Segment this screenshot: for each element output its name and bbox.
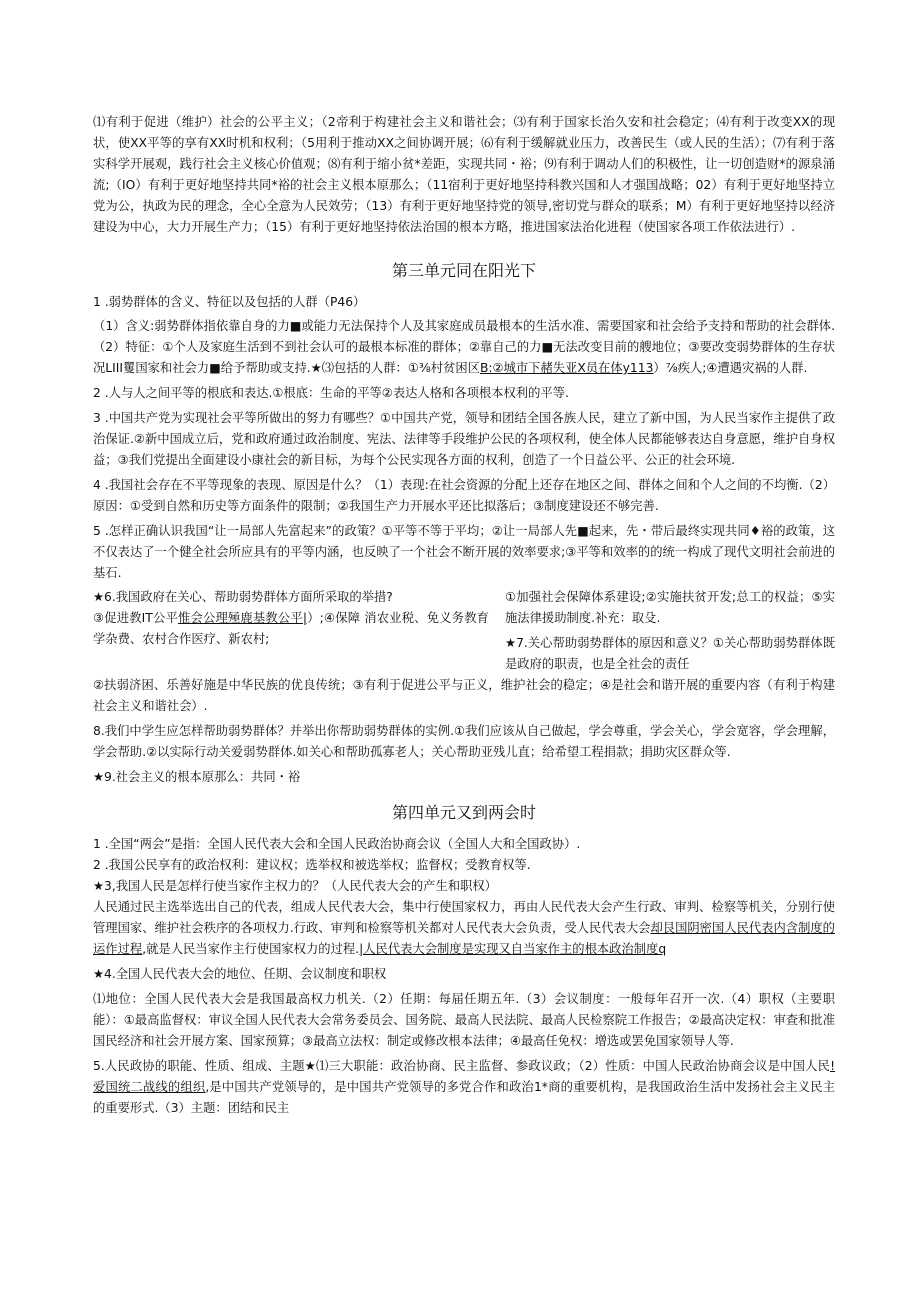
- unit3-q1-body-a: （1）含义:弱势群体指依靠自身的力■或能力无法保持个人及其家庭成员最根本的生活水准、需要国家和社会给予支持和帮助的社会群体.（2）特征：①个人及家庭生活到不到社会认可的最根本标准的群体；②靠自己的力■无法改变目前的艘地位；③要改变弱势群体的生存状况LIII矍国家和社会力■给予帮助或支持.★⑶包括的人群：①⅜村贫困区: [93, 319, 835, 375]
- unit4-q3-title: ★3,我国人民是怎样行使当家作主权力的？（人民代表大会的产生和职权）: [93, 879, 497, 893]
- unit4-q3-underlined-2: |人民代表大会制度是实现又自当家作主的根本政治制度q: [359, 942, 667, 956]
- unit3-q6-left: [93, 608, 489, 650]
- unit4-q3-body-b: ,就是人民当家作主行使国家权力的过程.: [142, 942, 360, 956]
- unit4-q4-body: ⑴地位：全国人民代表大会是我国最高权力机关.（2）任期：每届任期五年.（3）会议制度：一般每年召开一次.（4）职权（主要职能）：①最高监督权：审议全国人民代表大会常务委员会、国务院、最高人民法院、最高人民检察院工作报告；②最高决定权：审查和批准国民经济和社会开展方案、国家预算；③最高立法权：制定或修改根本法律；④最高任免权：增选或罢免国家领导人等.: [93, 992, 835, 1048]
- unit4-q3-body-a: 人民通过民主选举选出自己的代表，组成人民代表大会，集中行使国家权力，再由人民代表大会产生行政、审判、检察等机关，分别行使管理国家、维护社会秩序的各项权力.行政、审判和检察等机关都对人民代表大会负责，受人民代表大会: [93, 900, 835, 935]
- unit3-q6-left-b: ）;④保障 消农业税、免义务教育学杂费、农村合作医疗、新农村;: [93, 611, 489, 646]
- unit3-q6-left-a: ③促进教IT公平: [93, 611, 178, 625]
- unit4-q5: [93, 1056, 835, 1119]
- unit3-q8: 8.我们中学生应怎样帮助弱势群体？并举出你帮助弱势群体的实例.①我们应该从自己做起，学会尊重，学会关心，学会宽容，学会理解，学会帮助.②以实际行动关爱弱势群体.如关心和帮助孤寡老人；关心帮助亚残儿直；给希望工程捐款；捐助灾区群众等.: [93, 724, 835, 759]
- unit4-q5-a: 5.人民政协的职能、性质、组成、主题★⑴三大职能：政治协商、民主监督、参政议政；（2）性质：中国人民政治协商会议是中国人民: [93, 1059, 831, 1073]
- unit3-q5: 5 .怎样正确认识我国“让一局部人先富起来”的政策？①平等不等于平均；②让一局部人先■起来，先・带后最终实现共同♦裕的政策，这不仅表达了一个健全社会所应具有的平等内涵，也反映了一个社会不断开展的效率要求;③平等和效率的的统一构成了现代文明社会前进的基石.: [93, 524, 835, 580]
- unit3-q2: 2 .人与人之间平等的根底和表达.①根底：生命的平等②表达人格和各项根本权利的平等.: [93, 386, 569, 400]
- unit3-q1-body-underlined: B:②城市下赭失亚X员在体y113: [479, 361, 654, 375]
- unit3-q6-right: ①加强社会保障体系建设;②实施扶贫开发;总工的权益；⑤实施法律援助制度.补充：取殳.: [505, 590, 835, 625]
- unit3-q1-title: 1 .弱势群体的含义、特征以及包括的人群（P46）: [93, 295, 366, 309]
- unit4-q4-title: ★4.全国人民代表大会的地位、任期、会议制度和职权: [93, 967, 387, 981]
- unit3-q7-continuation: ②扶弱济困、乐善好施是中华民族的优良传统；③有利于促进公平与正义，维护社会的稳定；④是社会和谐开展的重要内容（有利于构建社会主义和谐社会）.: [93, 678, 835, 713]
- unit3-q1-body: [93, 316, 835, 379]
- intro-paragraph: ⑴有利于促进（维护）社会的公平主义；（2帝利于构建社会主义和谐社会；⑶有利于国家长治久安和社会稳定；⑷有利于改变XX的现状，使XX平等的享有XX时机和权利；（5用利于推动XX之间协调开展；⑹有利于缓解就业压力，改善民生（或人民的生活）；⑺有利于落实科学开展观，践行社会主义核心价值观；⑻有利于缩小贫*差距，实现共同・裕；⑼有利于调动人们的积极性，让一切创造财*的源泉涌流;（IO）有利于更好地坚持共同*裕的社会主义根本原那么；（11宿利于更好地坚持科教兴国和人才强国战略；02）有利于更好地坚持立党为公，执政为民的理念，全心全意为人民效劳；（13）有利于更好地坚持党的领导,密切党与群众的联系；M）有利于更好地坚持以经济建设为中心，大力开展生产力；（15）有利于更好地坚持依法治国的根本方略，推进国家法治化进程（使国家各项工作依法进行）.: [93, 115, 835, 234]
- unit4-q3-underlined-1: 却艮国阴密国人民代表内含制度的运作过程: [93, 921, 835, 956]
- unit3-q6-left-underlined: 惟会公理殛鹿基教公平|: [177, 611, 307, 625]
- unit4-q5-underlined: !爱国统二战线的组织: [93, 1059, 835, 1094]
- unit4-q3-body: [93, 897, 835, 960]
- unit3-q7-right: ★7.关心帮助弱势群体的原因和意义？①关心帮助弱势群体既是政府的职责，也是全社会的责任: [505, 636, 835, 671]
- unit4-q2: 2 .我国公民享有的政治权利：建议权；选举权和被选举权；监督权；受教育权等.: [93, 858, 531, 872]
- unit3-q1-body-b: ）⅞疾人;④遭遇灾祸的人群.: [653, 361, 808, 375]
- unit4-q5-b: ,是中国共产党领导的，是中国共产党领导的多党合作和政治1*商的重要机构，是我国政治生活中发扬社会主义民主的重要形式.（3）主题：团结和民主: [93, 1080, 835, 1115]
- unit3-left-column: [93, 587, 489, 675]
- unit4-title: 第四单元又到两会时: [391, 803, 536, 822]
- unit3-q6-title: ★6.我国政府在关心、帮助弱势群体方面所采取的举措?: [93, 590, 393, 604]
- unit3-q3: 3 .中国共产党为实现社会平等所做出的努力有哪些？①中国共产党，领导和团结全国各族人民，建立了新中国，为人民当家作主提供了政治保证.②新中国成立后，党和政府通过政治制度、宪法、法律等手段维护公民的各项权利，使全体人民都能够表达自身意愿，维护自身权益；③我们党提出全面建设小康社会的新目标，为每个公民实现各方面的权利，创造了一个日益公平、公正的社会环境.: [93, 411, 835, 467]
- unit3-q4: 4 .我国社会存在不平等现象的表现、原因是什么？（1）表现:在社会资源的分配上还存在地区之间、群体之间和个人之间的不均衡.（2）原因：①受到自然和历史等方面条件的限制；②我国生产力开展水平还比拟落后；③制度建设还不够完善.: [93, 478, 835, 513]
- document-page: [93, 112, 835, 1119]
- unit4-q1: 1 .全国“两会”是指：全国人民代表大会和全国人民政治协商会议（全国人大和全国政协）.: [93, 837, 581, 851]
- unit3-two-column-block: [93, 587, 835, 675]
- unit3-title: 第三单元同在阳光下: [391, 261, 536, 280]
- unit3-q9: ★9.社会主义的根本原那么：共同・裕: [93, 770, 301, 784]
- unit3-right-column: [505, 587, 835, 675]
